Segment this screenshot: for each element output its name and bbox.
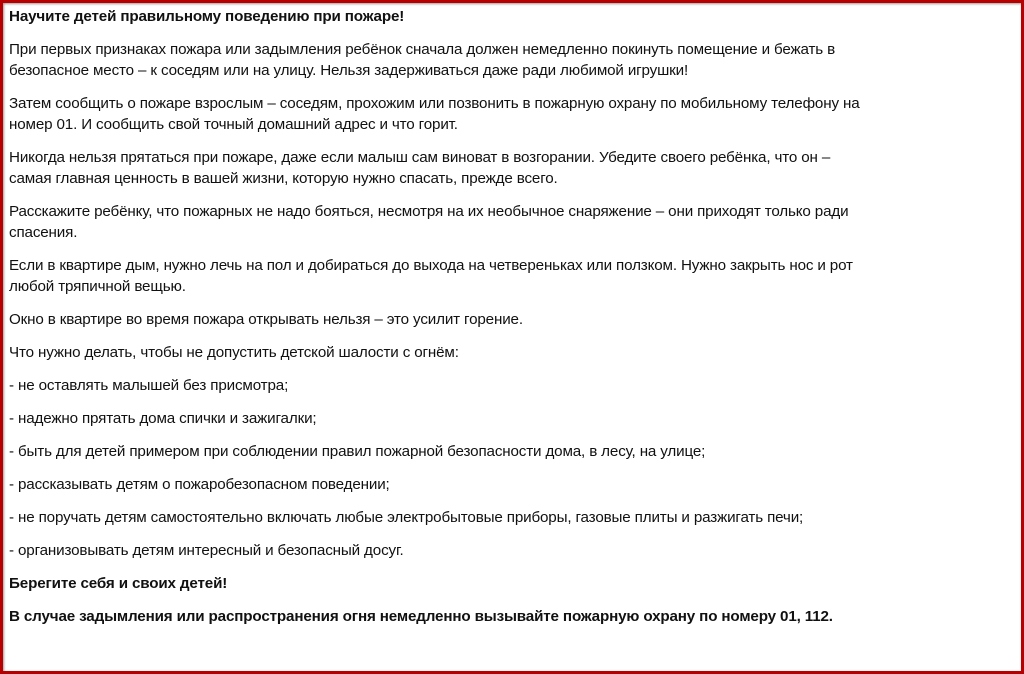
paragraph — [9, 309, 1015, 330]
paragraph-line: Окно в квартире во время пожара открывать нельзя – это усилит горение. — [9, 311, 523, 328]
paragraph-line: самая главная ценность в вашей жизни, которую нужно спасать, прежде всего. — [9, 170, 558, 187]
list-item: - не поручать детям самостоятельно включать любые электробытовые приборы, газовые плиты и разжигать печи; — [9, 509, 804, 526]
paragraph-line: безопасное место – к соседям или на улицу. Нельзя задерживаться даже ради любимой игрушки! — [9, 62, 689, 79]
paragraph-line: При первых признаках пожара или задымления ребёнок сначала должен немедленно покинуть помещение и бежать в — [9, 41, 836, 58]
list-item: - рассказывать детям о пожаробезопасном поведении; — [9, 476, 390, 493]
fire-safety-document — [9, 6, 1015, 639]
paragraph — [9, 255, 1015, 297]
paragraph-line: Расскажите ребёнку, что пожарных не надо бояться, несмотря на их необычное снаряжение – они приходят только ради — [9, 203, 849, 220]
paragraph — [9, 39, 1015, 81]
paragraph — [9, 342, 1015, 363]
emergency-line: В случае задымления или распространения огня немедленно вызывайте пожарную охрану по номеру 01, 112. — [9, 608, 833, 625]
list-item: - быть для детей примером при соблюдении правил пожарной безопасности дома, в лесу, на улице; — [9, 443, 706, 460]
paragraph-line: любой тряпичной вещью. — [9, 278, 186, 295]
paragraph-line: Затем сообщить о пожаре взрослым – соседям, прохожим или позвонить в пожарную охрану по мобильному телефону на — [9, 95, 860, 112]
list-item: - надежно прятать дома спички и зажигалки; — [9, 410, 317, 427]
paragraph-line: спасения. — [9, 224, 78, 241]
paragraph-line: Что нужно делать, чтобы не допустить детской шалости с огнём: — [9, 344, 459, 361]
paragraph — [9, 147, 1015, 189]
paragraph — [9, 201, 1015, 243]
list-item: - не оставлять малышей без присмотра; — [9, 377, 289, 394]
paragraph — [9, 93, 1015, 135]
paragraph-line: Никогда нельзя прятаться при пожаре, даже если малыш сам виноват в возгорании. Убедите своего ребёнка, что он – — [9, 149, 831, 166]
paragraph-line: Если в квартире дым, нужно лечь на пол и добираться до выхода на четвереньках или ползком. Нужно закрыть нос и рот — [9, 257, 853, 274]
paragraph-line: номер 01. И сообщить свой точный домашний адрес и что горит. — [9, 116, 458, 133]
list-item: - организовывать детям интересный и безопасный досуг. — [9, 542, 404, 559]
document-title: Научите детей правильному поведению при пожаре! — [9, 8, 405, 25]
closing-line: Берегите себя и своих детей! — [9, 575, 228, 592]
